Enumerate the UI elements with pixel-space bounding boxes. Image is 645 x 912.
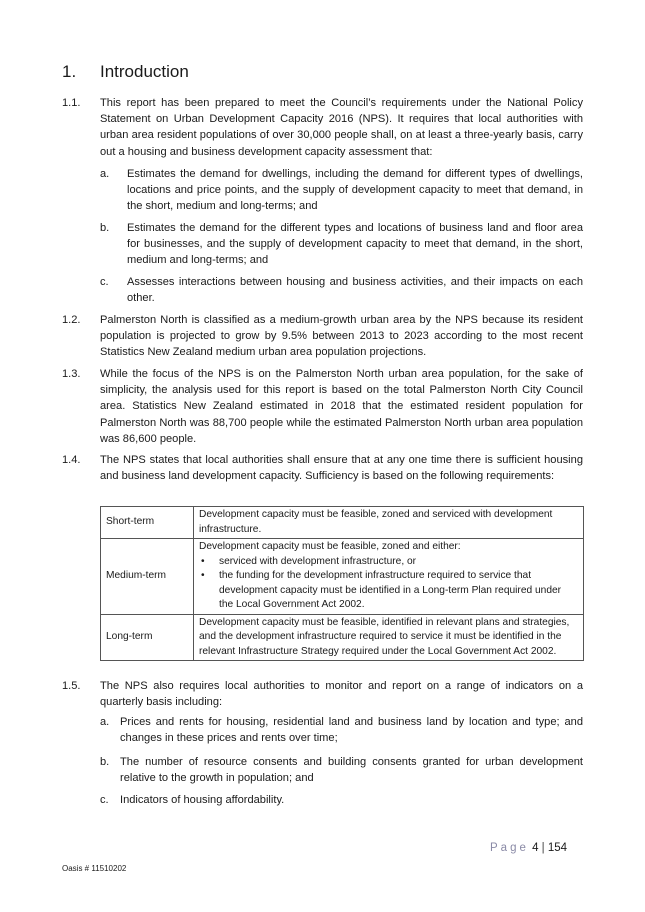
list-item-b [100,754,583,786]
requirement-cell: Development capacity must be feasible, identified in relevant plans and strategies, and the development infrastructure required to service it must be identified in the relevant Infrastructure Strategy required under the Local Government Act 2002. [194,614,584,661]
bullet-glyph: • [201,570,205,581]
paragraph-text: The NPS also requires local authorities to monitor and report on a range of indicators on a quarterly basis including: [100,680,583,709]
list-item-a [100,166,583,215]
paragraph-1-5 [62,678,583,710]
paragraph-text: This report has been prepared to meet the Council’s requirements under the National Policy Statement on Urban Development Capacity 2016 (NPS). It requires that local authorities with urban area resident populations of over 30,000 people shall, on at least a three-yearly basis, carry out a housing and business development capacity assessment that: [100,97,583,158]
list-item-c [100,792,583,808]
paragraph-number: 1.3. [62,368,81,380]
total-pages: 154 [547,842,568,854]
list-item-b [100,220,583,269]
paragraph-1-4 [62,452,583,484]
term-cell: Short-term [101,507,194,539]
list-marker: a. [100,716,110,728]
list-item-text: Estimates the demand for dwellings, including the demand for different types of dwellings, locations and price points, and the supply of development capacity to meet that demand, in the short, medium and long-terms; and [127,168,583,213]
table-row [101,614,584,661]
term-cell: Long-term [101,614,194,661]
term-cell: Medium-term [101,539,194,615]
list-item-text: Estimates the demand for the different types and locations of business land and floor area for businesses, and the supply of development capacity to meet that demand, in the short, medium and long-terms; and [127,222,583,267]
page-separator: | [541,842,545,854]
requirement-text: Development capacity must be feasible, zoned and either: [199,541,461,552]
paragraph-number: 1.1. [62,97,81,109]
paragraph-number: 1.4. [62,454,81,466]
list-item-c [100,274,583,306]
list-item-a [100,714,583,746]
requirement-cell: Development capacity must be feasible, zoned and serviced with development infrastructure. [194,507,584,539]
list-marker: c. [100,794,109,806]
oasis-reference: Oasis # 11510202 [62,864,127,873]
requirement-cell [194,539,584,615]
paragraph-1-1 [62,95,583,160]
bullet-text: serviced with development infrastructure, or [219,555,417,567]
paragraph-text: The NPS states that local authorities shall ensure that at any one time there is sufficient housing and business land development capacity. Sufficiency is based on the following requirements: [100,454,583,483]
paragraph-1-3 [62,366,583,447]
list-item-text: Prices and rents for housing, residential land and business land by location and type; and changes in these prices and rents over time; [120,716,583,745]
paragraph-text: Palmerston North is classified as a medium-growth urban area by the NPS because its resident population is projected to grow by 9.5% between 2013 to 2023 according to the most recent Statistics New Zealand medium urban area population projections. [100,314,583,359]
list-item-text: The number of resource consents and building consents granted for urban development relative to the growth in population; and [120,756,583,785]
paragraph-number: 1.5. [62,680,81,692]
bullet-glyph: • [201,555,205,567]
list-item-text: Indicators of housing affordability. [120,794,285,806]
page-label: Page [490,842,529,854]
table-row [101,507,584,539]
list-marker: a. [100,168,110,180]
bullet-item [201,569,578,613]
section-title: Introduction [100,62,189,81]
requirement-bullets [199,555,578,613]
list-marker: c. [100,276,109,288]
requirements-table [100,506,584,661]
list-item-text: Assesses interactions between housing and business activities, and their impacts on each other. [127,276,583,305]
section-number: 1. [62,62,77,81]
bullet-item [201,555,578,570]
page-number: 4 [532,842,539,854]
list-marker: b. [100,222,110,234]
list-marker: b. [100,756,110,768]
paragraph-1-2 [62,312,583,361]
table-row [101,539,584,615]
paragraph-text: While the focus of the NPS is on the Palmerston North urban area population, for the sake of simplicity, the analysis used for this report is based on the total Palmerston North City Council area. Statistics New Zealand estimated in 2018 that the estimated resident population for Palmerston North was 88,700 people while the estimated Palmerston North urban area population was 86,600 people. [100,368,583,445]
bullet-text: the funding for the development infrastructure required to service that development capacity must be identified in a Long-term Plan required under the Local Government Act 2002. [219,570,562,610]
page-number-footer [490,842,567,854]
paragraph-number: 1.2. [62,314,81,326]
